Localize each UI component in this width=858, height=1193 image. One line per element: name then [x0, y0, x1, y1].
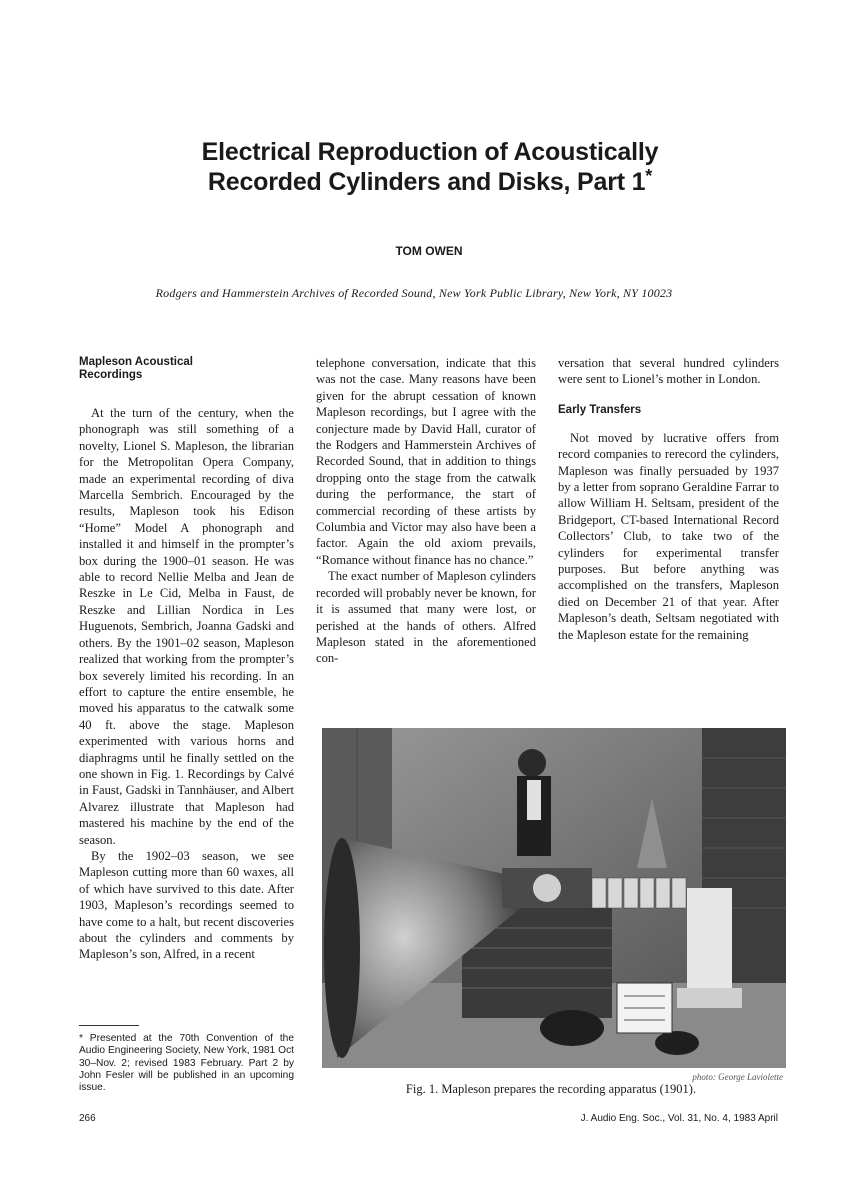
paragraph: By the 1902–03 season, we see Mapleson cutting more than 60 waxes, all of which have survived to this date. After 1903, Mapleson’s recordings seemed to have come to a halt, but recent discoveries about the cylinders and comments by Mapleson’s son, Alfred, in a recent	[79, 848, 294, 962]
author-affiliation: Rodgers and Hammerstein Archives of Recorded Sound, New York Public Library, New York, NY 10023	[155, 286, 673, 300]
paragraph: At the turn of the century, when the phonograph was still something of a novelty, Lionel S. Mapleson, the librarian for the Metropolitan Opera Company, made an experimental recording of diva Marcella Sembrich. Encouraged by the results, Mapleson took his Edison “Home” Model A phonograph and installed it and himself in the prompter’s box during the 1900–01 season. He was able to record Nellie Melba and Jean de Reszke in Le Cid, Melba in Faust, de Reszke and Lillian Nordica in Les Huguenots, Sembrich, Joanna Gadski and others. By the 1901–02 season, Mapleson realized that working from the prompter’s box severely limited his recording. In an effort to capture the entire ensemble, he moved his apparatus to the catwalk some 40 ft. above the stage. Mapleson experimented with various horns and diaphragms until he finally settled on the one shown in Fig. 1. Recordings by Calvé in Faust, Gadski in Tannhäuser, and Albert Alvarez illustrate that Mapleson had mastered his machine by the end of the season.	[79, 406, 294, 847]
photo-credit: photo: George Laviolette	[692, 1072, 783, 1082]
paragraph: The exact number of Mapleson cylinders recorded will probably never be known, for it is assumed that many were lost, or perished at the hands of others. Alfred Mapleson stated in the aforementioned con-	[316, 569, 536, 666]
article-title	[100, 137, 760, 197]
footnote-divider	[79, 1025, 139, 1026]
title-footnote-mark: *	[645, 166, 653, 186]
figure-photo	[322, 728, 786, 1068]
column-2	[316, 355, 536, 667]
page-number: 266	[79, 1113, 96, 1124]
paragraph: versation that several hundred cylinders were sent to Lionel’s mother in London.	[558, 356, 779, 387]
figure-photo-illustration	[322, 728, 786, 1068]
journal-citation: J. Audio Eng. Soc., Vol. 31, No. 4, 1983 April	[580, 1113, 778, 1124]
title-line-2: Recorded Cylinders and Disks, Part 1	[207, 168, 646, 196]
section-heading-mapleson: Mapleson Acoustical Recordings	[79, 356, 193, 381]
column-1	[79, 356, 294, 963]
author-name: TOM OWEN	[395, 244, 463, 258]
paragraph: telephone conversation, indicate that this was not the case. Many reasons have been given for the abrupt cessation of known Mapleson recordings, but I agree with the conjecture made by David Hall, curator of the Rodgers and Hammerstein Archives of Recorded Sound, that in addition to things dropping onto the stage from the catwalk during the performance, the start of commercial recording of these artists by Columbia and Victor may also have been a factor. Again the old axiom prevails, “Romance without finance has no chance.”	[316, 356, 536, 567]
figure-caption: Fig. 1. Mapleson prepares the recording apparatus (1901).	[405, 1082, 697, 1096]
paragraph: Not moved by lucrative offers from record companies to rerecord the cylinders, Mapleson was finally persuaded by 1937 by a letter from soprano Geraldine Farrar to allow William H. Seltsam, president of the Bridgeport, CT-based International Record Collectors’ Club, to take two of the cylinders for experimental transfer purposes. But before anything was accomplished on the transfers, Mapleson died on December 21 of that year. After Mapleson’s death, Seltsam negotiated with the Mapleson estate for the remaining	[558, 430, 779, 642]
title-line-1: Electrical Reproduction of Acoustically	[201, 138, 659, 166]
section-heading-early-transfers: Early Transfers	[558, 403, 642, 416]
footnote: * Presented at the 70th Convention of the Audio Engineering Society, New York, 1981 Oct 30–Nov. 2; revised 1983 February. Part 2 by John Fesler will be published in an upcoming issue.	[79, 1033, 294, 1094]
column-3	[558, 355, 779, 643]
